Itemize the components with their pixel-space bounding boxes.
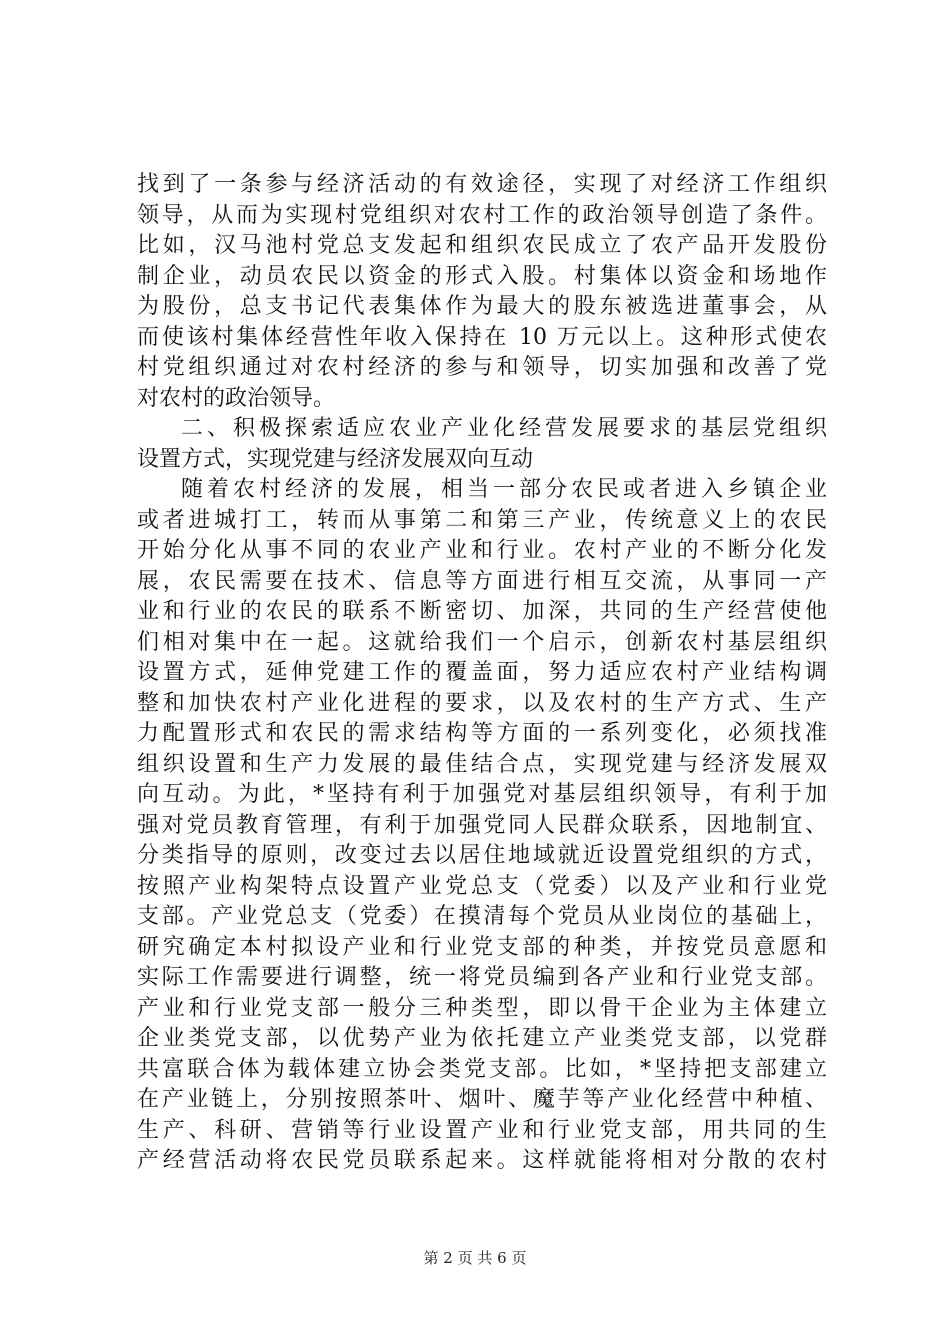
page-footer: 第 2 页 共 6 页 — [423, 1249, 527, 1267]
text-line: 生产、科研、营销等行业设置产业和行业党支部，用共同的生 — [137, 1117, 827, 1143]
text-line: 制企业，动员农民以资金的形式入股。村集体以资金和场地作 — [137, 263, 827, 289]
text-line: 分类指导的原则，改变过去以居住地域就近设置党组织的方式， — [137, 843, 827, 868]
text-line: 对农村的政治领导。 — [137, 385, 336, 411]
text-line: 们相对集中在一起。这就给我们一个启示，创新农村基层组织 — [137, 629, 827, 655]
text-line: 产业和行业党支部一般分三种类型，即以骨干企业为主体建立 — [137, 995, 827, 1021]
text-line: 组织设置和生产力发展的最佳结合点，实现党建与经济发展双 — [137, 751, 827, 777]
text-line: 支部。产业党总支（党委）在摸清每个党员从业岗位的基础上， — [137, 904, 827, 929]
text-line: 强对党员教育管理，有利于加强党同人民群众联系，因地制宜、 — [137, 812, 827, 838]
text-line: 比如，汉马池村党总支发起和组织农民成立了农产品开发股份 — [137, 233, 827, 258]
text-line: 为股份，总支书记代表集体作为最大的股东被选进董事会，从 — [137, 294, 827, 319]
text-line: 力配置形式和农民的需求结构等方面的一系列变化，必须找准 — [137, 721, 827, 746]
text-line: 而使该村集体经营性年收入保持在 10 万元以上。这种形式使农 — [137, 324, 827, 350]
text-line: 研究确定本村拟设产业和行业党支部的种类，并按党员意愿和 — [137, 934, 827, 960]
text-line: 随着农村经济的发展，相当一部分农民或者进入乡镇企业 — [181, 477, 827, 502]
text-line: 找到了一条参与经济活动的有效途径，实现了对经济工作组织 — [137, 172, 827, 197]
text-line: 向互动。为此，*坚持有利于加强党对基层组织领导，有利于加 — [137, 782, 827, 807]
text-line: 共富联合体为载体建立协会类党支部。比如，*坚持把支部建立 — [137, 1056, 827, 1082]
text-line: 设置方式，延伸党建工作的覆盖面，努力适应农村产业结构调 — [137, 660, 827, 685]
text-line: 或者进城打工，转而从事第二和第三产业，传统意义上的农民 — [137, 507, 827, 533]
text-line: 在产业链上，分别按照茶叶、烟叶、魔芋等产业化经营中种植、 — [137, 1087, 827, 1112]
text-line: 二、积极探索适应农业产业化经营发展要求的基层党组织 — [181, 416, 827, 441]
text-line: 展，农民需要在技术、信息等方面进行相互交流，从事同一产 — [137, 568, 827, 594]
text-line: 设置方式，实现党建与经济发展双向互动 — [137, 446, 534, 472]
text-line: 村党组织通过对农村经济的参与和领导，切实加强和改善了党 — [137, 355, 827, 380]
text-line: 业和行业的农民的联系不断密切、加深，共同的生产经营使他 — [137, 599, 827, 624]
document-body — [137, 170, 827, 1177]
text-line: 整和加快农村产业化进程的要求，以及农村的生产方式、生产 — [137, 690, 827, 716]
text-line: 企业类党支部，以优势产业为依托建立产业类党支部，以党群 — [137, 1026, 827, 1051]
text-line: 按照产业构架特点设置产业党总支（党委）以及产业和行业党 — [137, 873, 827, 899]
text-line: 实际工作需要进行调整，统一将党员编到各产业和行业党支部。 — [137, 965, 827, 990]
text-line: 开始分化从事不同的农业产业和行业。农村产业的不断分化发 — [137, 538, 827, 563]
text-line: 领导，从而为实现村党组织对农村工作的政治领导创造了条件。 — [137, 202, 827, 228]
text-line: 产经营活动将农民党员联系起来。这样就能将相对分散的农村 — [137, 1148, 827, 1173]
